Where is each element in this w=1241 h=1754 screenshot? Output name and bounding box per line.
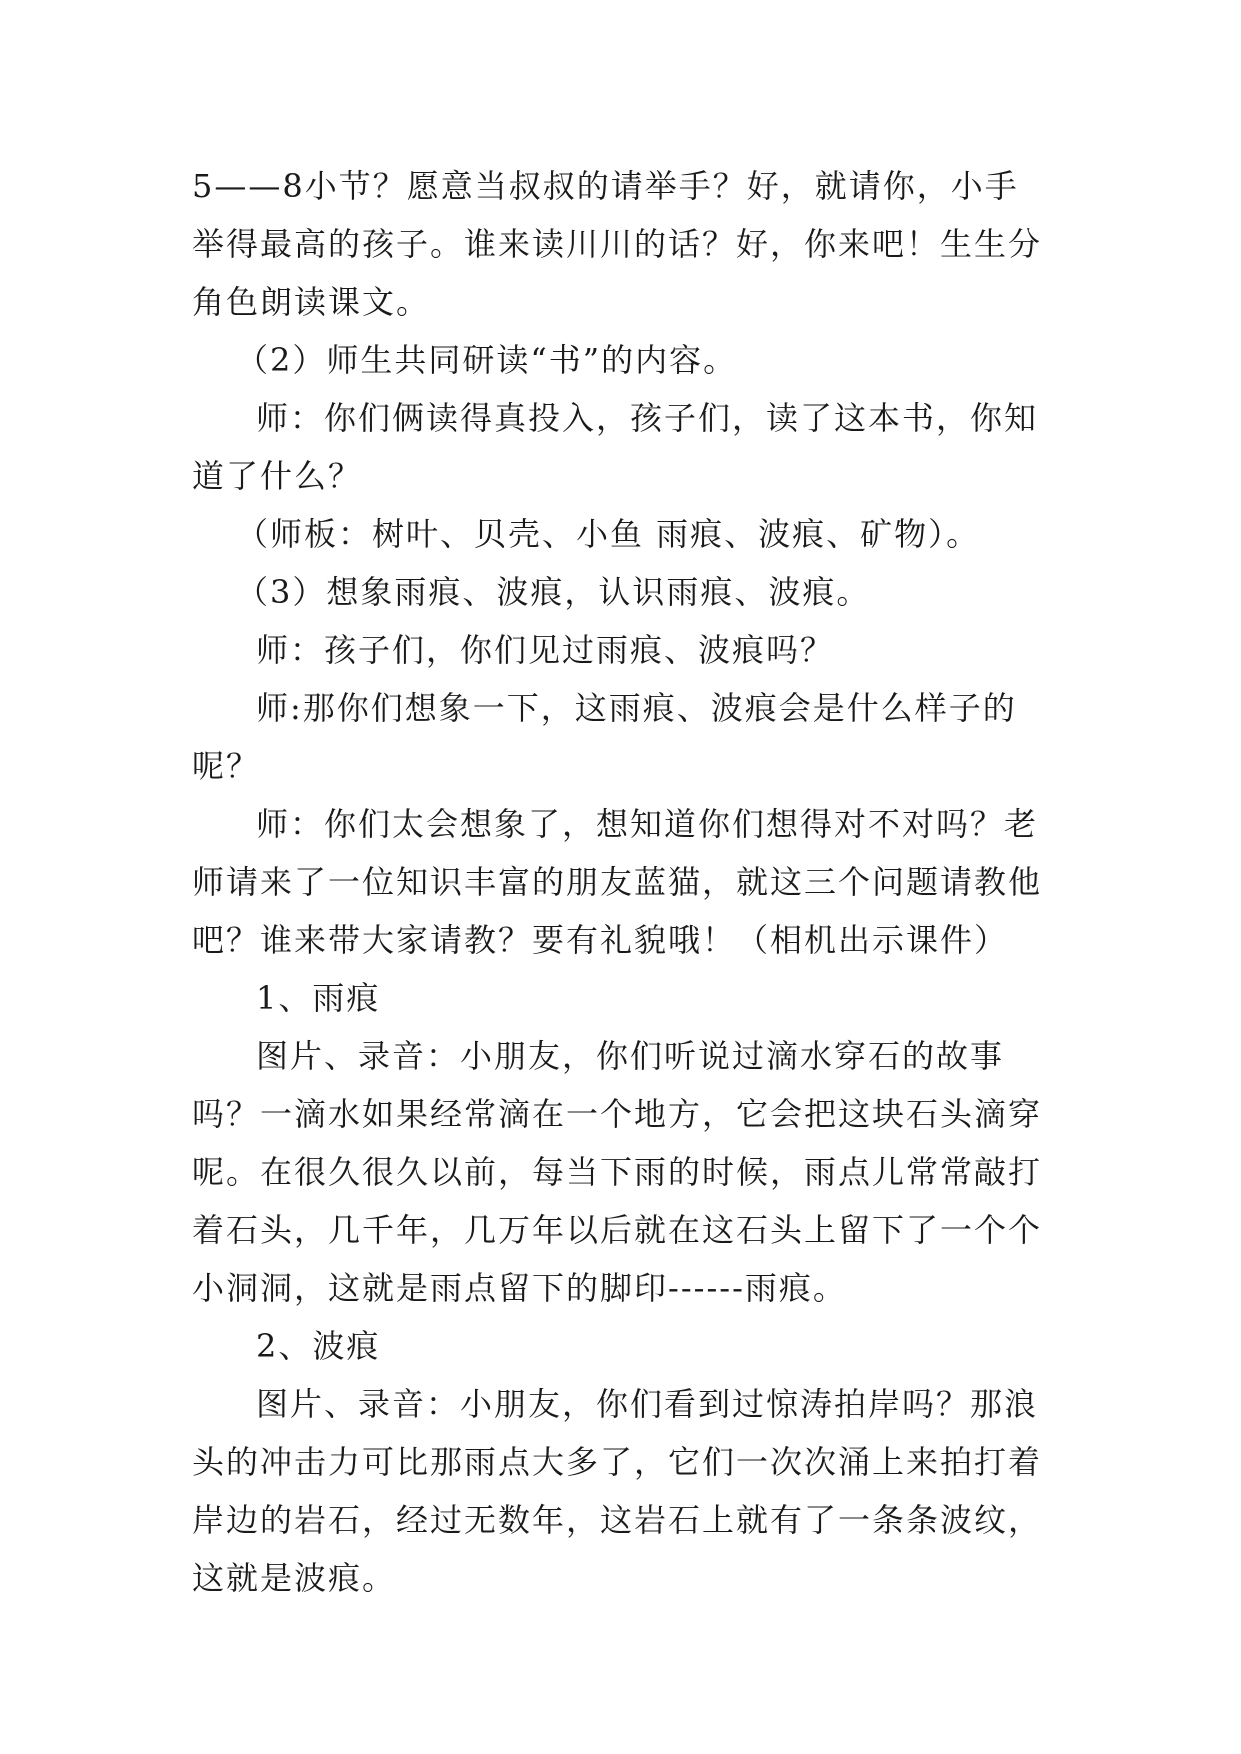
section-heading-wave-marks: 2、波痕 [256, 1327, 381, 1365]
section-heading-rain-marks: 1、雨痕 [256, 979, 381, 1017]
paragraph-2: （2）师生共同研读“书”的内容。 [236, 341, 738, 379]
paragraph-12: 图片、录音：小朋友，你们看到过惊涛拍岸吗？那浪头的冲击力可比那雨点大多了，它们一次次涌上来拍打着岸边的岩石，经过无数年，这岩石上就有了一条条波纹，这就是波痕。 [192, 1385, 1043, 1597]
paragraph-3: 师：你们俩读得真投入，孩子们，读了这本书，你知道了什么？ [192, 399, 1039, 495]
paragraph-5: （3）想象雨痕、波痕，认识雨痕、波痕。 [236, 573, 871, 611]
paragraph-8: 师：你们太会想象了，想知道你们想得对不对吗？老师请来了一位知识丰富的朋友蓝猫，就这三个问题请教他吧？谁来带大家请教？要有礼貌哦！（相机出示课件） [192, 805, 1043, 959]
paragraph-4: （师板：树叶、贝壳、小鱼 雨痕、波痕、矿物）。 [236, 515, 981, 553]
paragraph-6: 师：孩子们，你们见过雨痕、波痕吗？ [256, 631, 835, 669]
paragraph-10: 图片、录音：小朋友，你们听说过滴水穿石的故事吗？一滴水如果经常滴在一个地方，它会把这块石头滴穿呢。在很久很久以前，每当下雨的时候，雨点儿常常敲打着石头，几千年，几万年以后就在这石头上留下了一个个小洞洞，这就是雨点留下的脚印------雨痕。 [192, 1037, 1043, 1307]
paragraph-1: 5——8小节？愿意当叔叔的请举手？好，就请你，小手举得最高的孩子。谁来读川川的话？好，你来吧！生生分角色朗读课文。 [192, 167, 1043, 321]
document-body [192, 157, 1052, 1607]
paragraph-7: 师:那你们想象一下，这雨痕、波痕会是什么样子的呢？ [192, 689, 1017, 785]
